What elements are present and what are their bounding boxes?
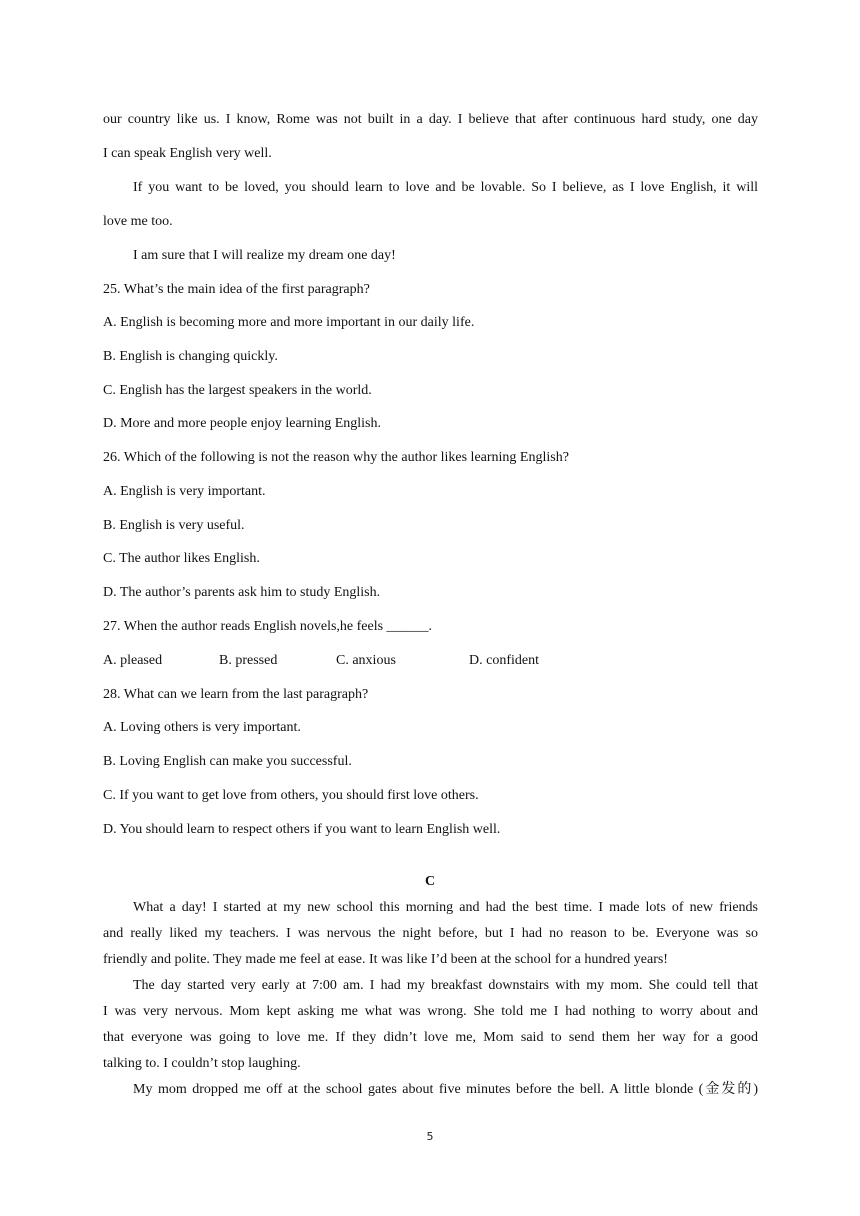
passage-c-line: I was very nervous. Mom kept asking me what was wrong. She told me I had nothing to worry about and [103,1004,758,1019]
question-stem: 27. When the author reads English novels,he feels ______. [103,619,433,634]
answer-option: A. Loving others is very important. [103,720,301,735]
answer-option: A. English is becoming more and more important in our daily life. [103,315,475,330]
passage-c-line: that everyone was going to love me. If they didn’t love me, Mom said to send them her way for a good [103,1030,758,1045]
answer-option: C. If you want to get love from others, you should first love others. [103,788,479,803]
passage-c-line: My mom dropped me off at the school gates about five minutes before the bell. A little blonde (金发的) [133,1082,758,1097]
answer-option: D. The author’s parents ask him to study English. [103,585,381,600]
passage-c-line: The day started very early at 7:00 am. I had my breakfast downstairs with my mom. She could tell that [133,978,758,993]
passage-b-line: our country like us. I know, Rome was not built in a day. I believe that after continuous hard study, one day [103,112,758,127]
answer-option: B. pressed [219,653,278,668]
answer-option: B. Loving English can make you successful. [103,754,352,769]
answer-option: C. English has the largest speakers in the world. [103,383,372,398]
passage-c-line: friendly and polite. They made me feel at ease. It was like I’d been at the school for a hundred years! [103,952,668,967]
question-stem: 25. What’s the main idea of the first paragraph? [103,282,370,297]
answer-option: D. More and more people enjoy learning English. [103,416,381,431]
passage-b-line: love me too. [103,214,173,229]
answer-option: A. pleased [103,653,163,668]
answer-option: C. The author likes English. [103,551,260,566]
passage-b-line: I can speak English very well. [103,146,272,161]
page-number: 5 [426,1130,434,1143]
section-heading: C [424,874,436,889]
passage-b-line: If you want to be loved, you should learn to love and be lovable. So I believe, as I love English, it will [133,180,758,195]
answer-option: B. English is very useful. [103,518,245,533]
answer-option: A. English is very important. [103,484,266,499]
passage-c-line: What a day! I started at my new school this morning and had the best time. I made lots of new friends [133,900,758,915]
answer-option: D. You should learn to respect others if you want to learn English well. [103,822,501,837]
question-stem: 28. What can we learn from the last paragraph? [103,687,369,702]
answer-option: B. English is changing quickly. [103,349,278,364]
question-stem: 26. Which of the following is not the reason why the author likes learning English? [103,450,569,465]
passage-c-line: talking to. I couldn’t stop laughing. [103,1056,301,1071]
answer-option: D. confident [469,653,539,668]
answer-option: C. anxious [336,653,396,668]
passage-c-line: and really liked my teachers. I was nervous the night before, but I had no reason to be. Everyone was so [103,926,758,941]
passage-b-line: I am sure that I will realize my dream one day! [133,248,396,263]
